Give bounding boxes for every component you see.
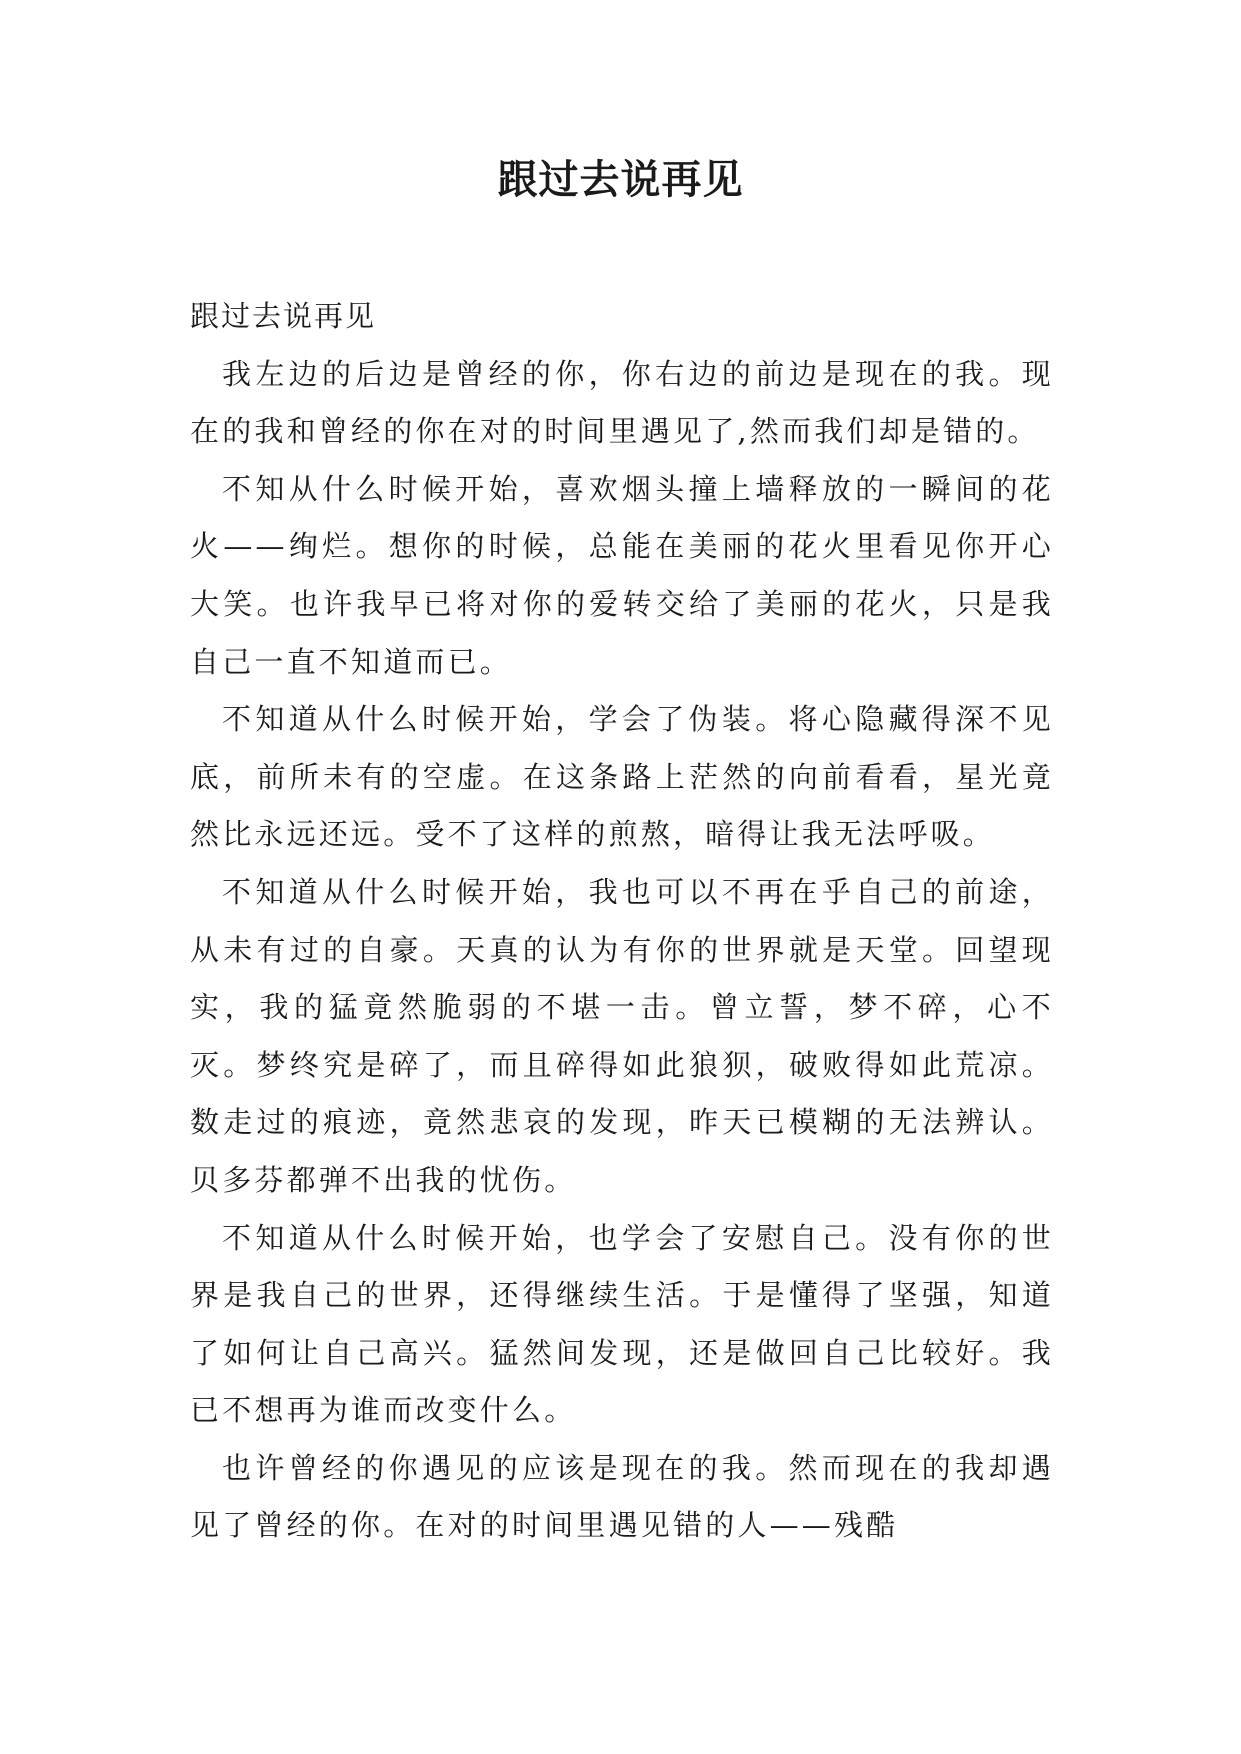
paragraph-2: 不知从什么时候开始，喜欢烟头撞上墙释放的一瞬间的花火——绚烂。想你的时候，总能在美丽的花火里看见你开心大笑。也许我早已将对你的爱转交给了美丽的花火，只是我自己一直不知道而已。 [190, 471, 1054, 679]
paragraph-5: 不知道从什么时候开始，也学会了安慰自己。没有你的世界是我自己的世界，还得继续生活。于是懂得了坚强，知道了如何让自己高兴。猛然间发现，还是做回自己比较好。我已不想再为谁而改变什么。 [190, 1220, 1054, 1428]
page-title: 跟过去说再见 [497, 156, 744, 203]
document-body [190, 288, 1054, 1555]
paragraph-4: 不知道从什么时候开始，我也可以不再在乎自己的前途，从未有过的自豪。天真的认为有你的世界就是天堂。回望现实，我的猛竟然脆弱的不堪一击。曾立誓，梦不碎，心不灭。梦终究是碎了，而且碎得如此狼狈，破败得如此荒凉。数走过的痕迹，竟然悲哀的发现，昨天已模糊的无法辨认。贝多芬都弹不出我的忧伤。 [190, 874, 1054, 1197]
paragraph-3: 不知道从什么时候开始，学会了伪装。将心隐藏得深不见底，前所未有的空虚。在这条路上茫然的向前看看，星光竟然比永远还远。受不了这样的煎熬，暗得让我无法呼吸。 [190, 702, 1054, 852]
paragraph-1: 我左边的后边是曾经的你，你右边的前边是现在的我。现在的我和曾经的你在对的时间里遇见了,然而我们却是错的。 [190, 356, 1054, 449]
paragraph-6: 也许曾经的你遇见的应该是现在的我。然而现在的我却遇见了曾经的你。在对的时间里遇见错的人——残酷 [190, 1450, 1054, 1543]
document-subtitle: 跟过去说再见 [190, 299, 377, 333]
